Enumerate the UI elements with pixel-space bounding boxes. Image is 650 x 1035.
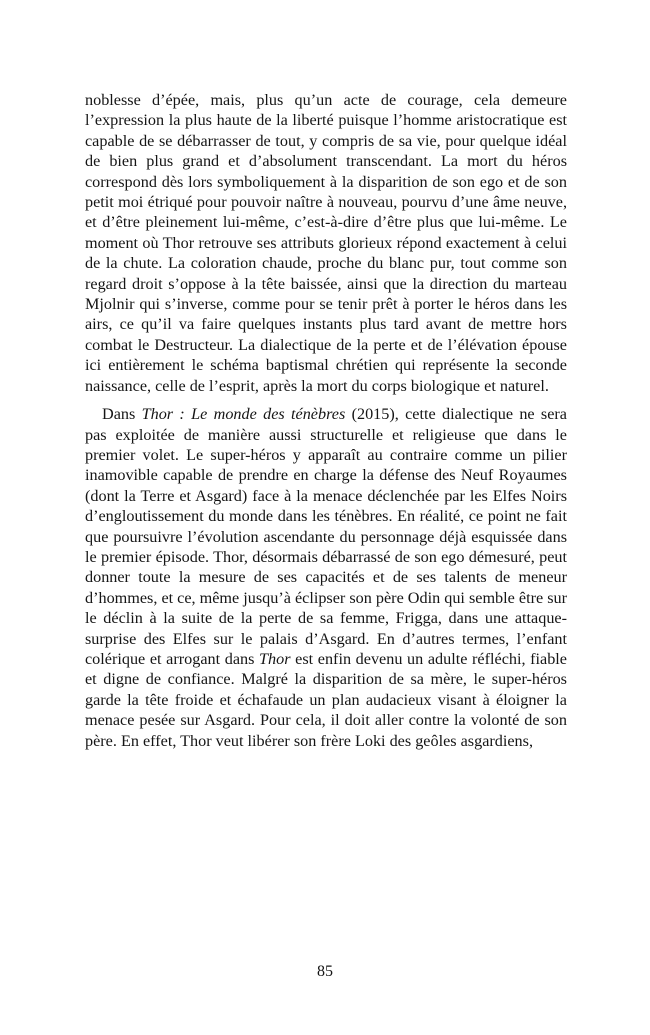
paragraph-1-text: noblesse d’épée, mais, plus qu’un acte de courage, cela demeure l’expression la plus haute de la liberté puisque l’homme aristocratique est capable de se débarrasser de tout, y compris de sa vie, pour quelque idéal de bien plus grand et d’absolument transcendant. La mort du héros correspond dès lors symboliquement à la disparition de son ego et de son petit moi étriqué pour pouvoir naître à nouveau, pourvu d’une âme neuve, et d’être pleinement lui-même, c’est-à-dire d’être plus que lui-même. Le moment où Thor retrouve ses attributs glorieux répond exactement à celui de la chute. La coloration chaude, proche du blanc pur, tout comme son regard droit s’oppose à la tête baissée, ainsi que la direction du marteau Mjolnir qui s’inverse, comme pour se tenir prêt à porter le héros dans les airs, ce qu’il va faire quelques instants plus tard avant de mettre hors combat le Destructeur. La dialectique de la perte et de l’élévation épouse ici entièrement le schéma baptismal chrétien qui représente la seconde naissance, celle de l’esprit, après la mort du corps biologique et naturel.: [85, 91, 567, 395]
page-body: [85, 90, 567, 751]
paragraph-1: [85, 90, 567, 396]
paragraph-2-text-b: (2015), cette dialectique ne sera pas exploitée de manière aussi structurelle et religieuse que dans le premier volet. Le super-héros y apparaît au contraire comme un pilier inamovible capable de prendre en charge la défense des Neuf Royaumes (dont la Terre et Asgard) face à la menace déclenchée par les Elfes Noirs d’engloutissement du monde dans les ténèbres. En réalité, ce point ne fait que poursuivre l’évolution ascendante du personnage déjà esquissée dans le premier épisode. Thor, désormais débarrassé de son ego démesuré, peut donner toute la mesure de ses capacités et de ses talents de meneur d’hommes, et ce, même jusqu’à éclipser son père Odin qui semble être sur le déclin à la suite de la perte de sa femme, Frigga, dans une attaque-surprise des Elfes sur le palais d’Asgard. En d’autres termes, l’enfant colérique et arrogant dans: [85, 405, 567, 668]
page-number: 85: [317, 963, 333, 980]
film-title-thor: Thor: [259, 649, 291, 668]
film-title-thor-dark-world: Thor : Le monde des ténèbres: [141, 405, 346, 424]
paragraph-2-text-c: est enfin devenu un adulte réfléchi, fiable et digne de confiance. Malgré la disparition de sa mère, le super-héros garde la tête froide et échafaude un plan audacieux visant à éloigner la menace pesée sur Asgard. Pour cela, il doit aller contre la volonté de son père. En effet, Thor veut libérer son frère Loki des geôles asgardiens,: [85, 649, 567, 750]
paragraph-2-text-a: Dans: [102, 405, 142, 424]
paragraph-2: [85, 404, 567, 751]
